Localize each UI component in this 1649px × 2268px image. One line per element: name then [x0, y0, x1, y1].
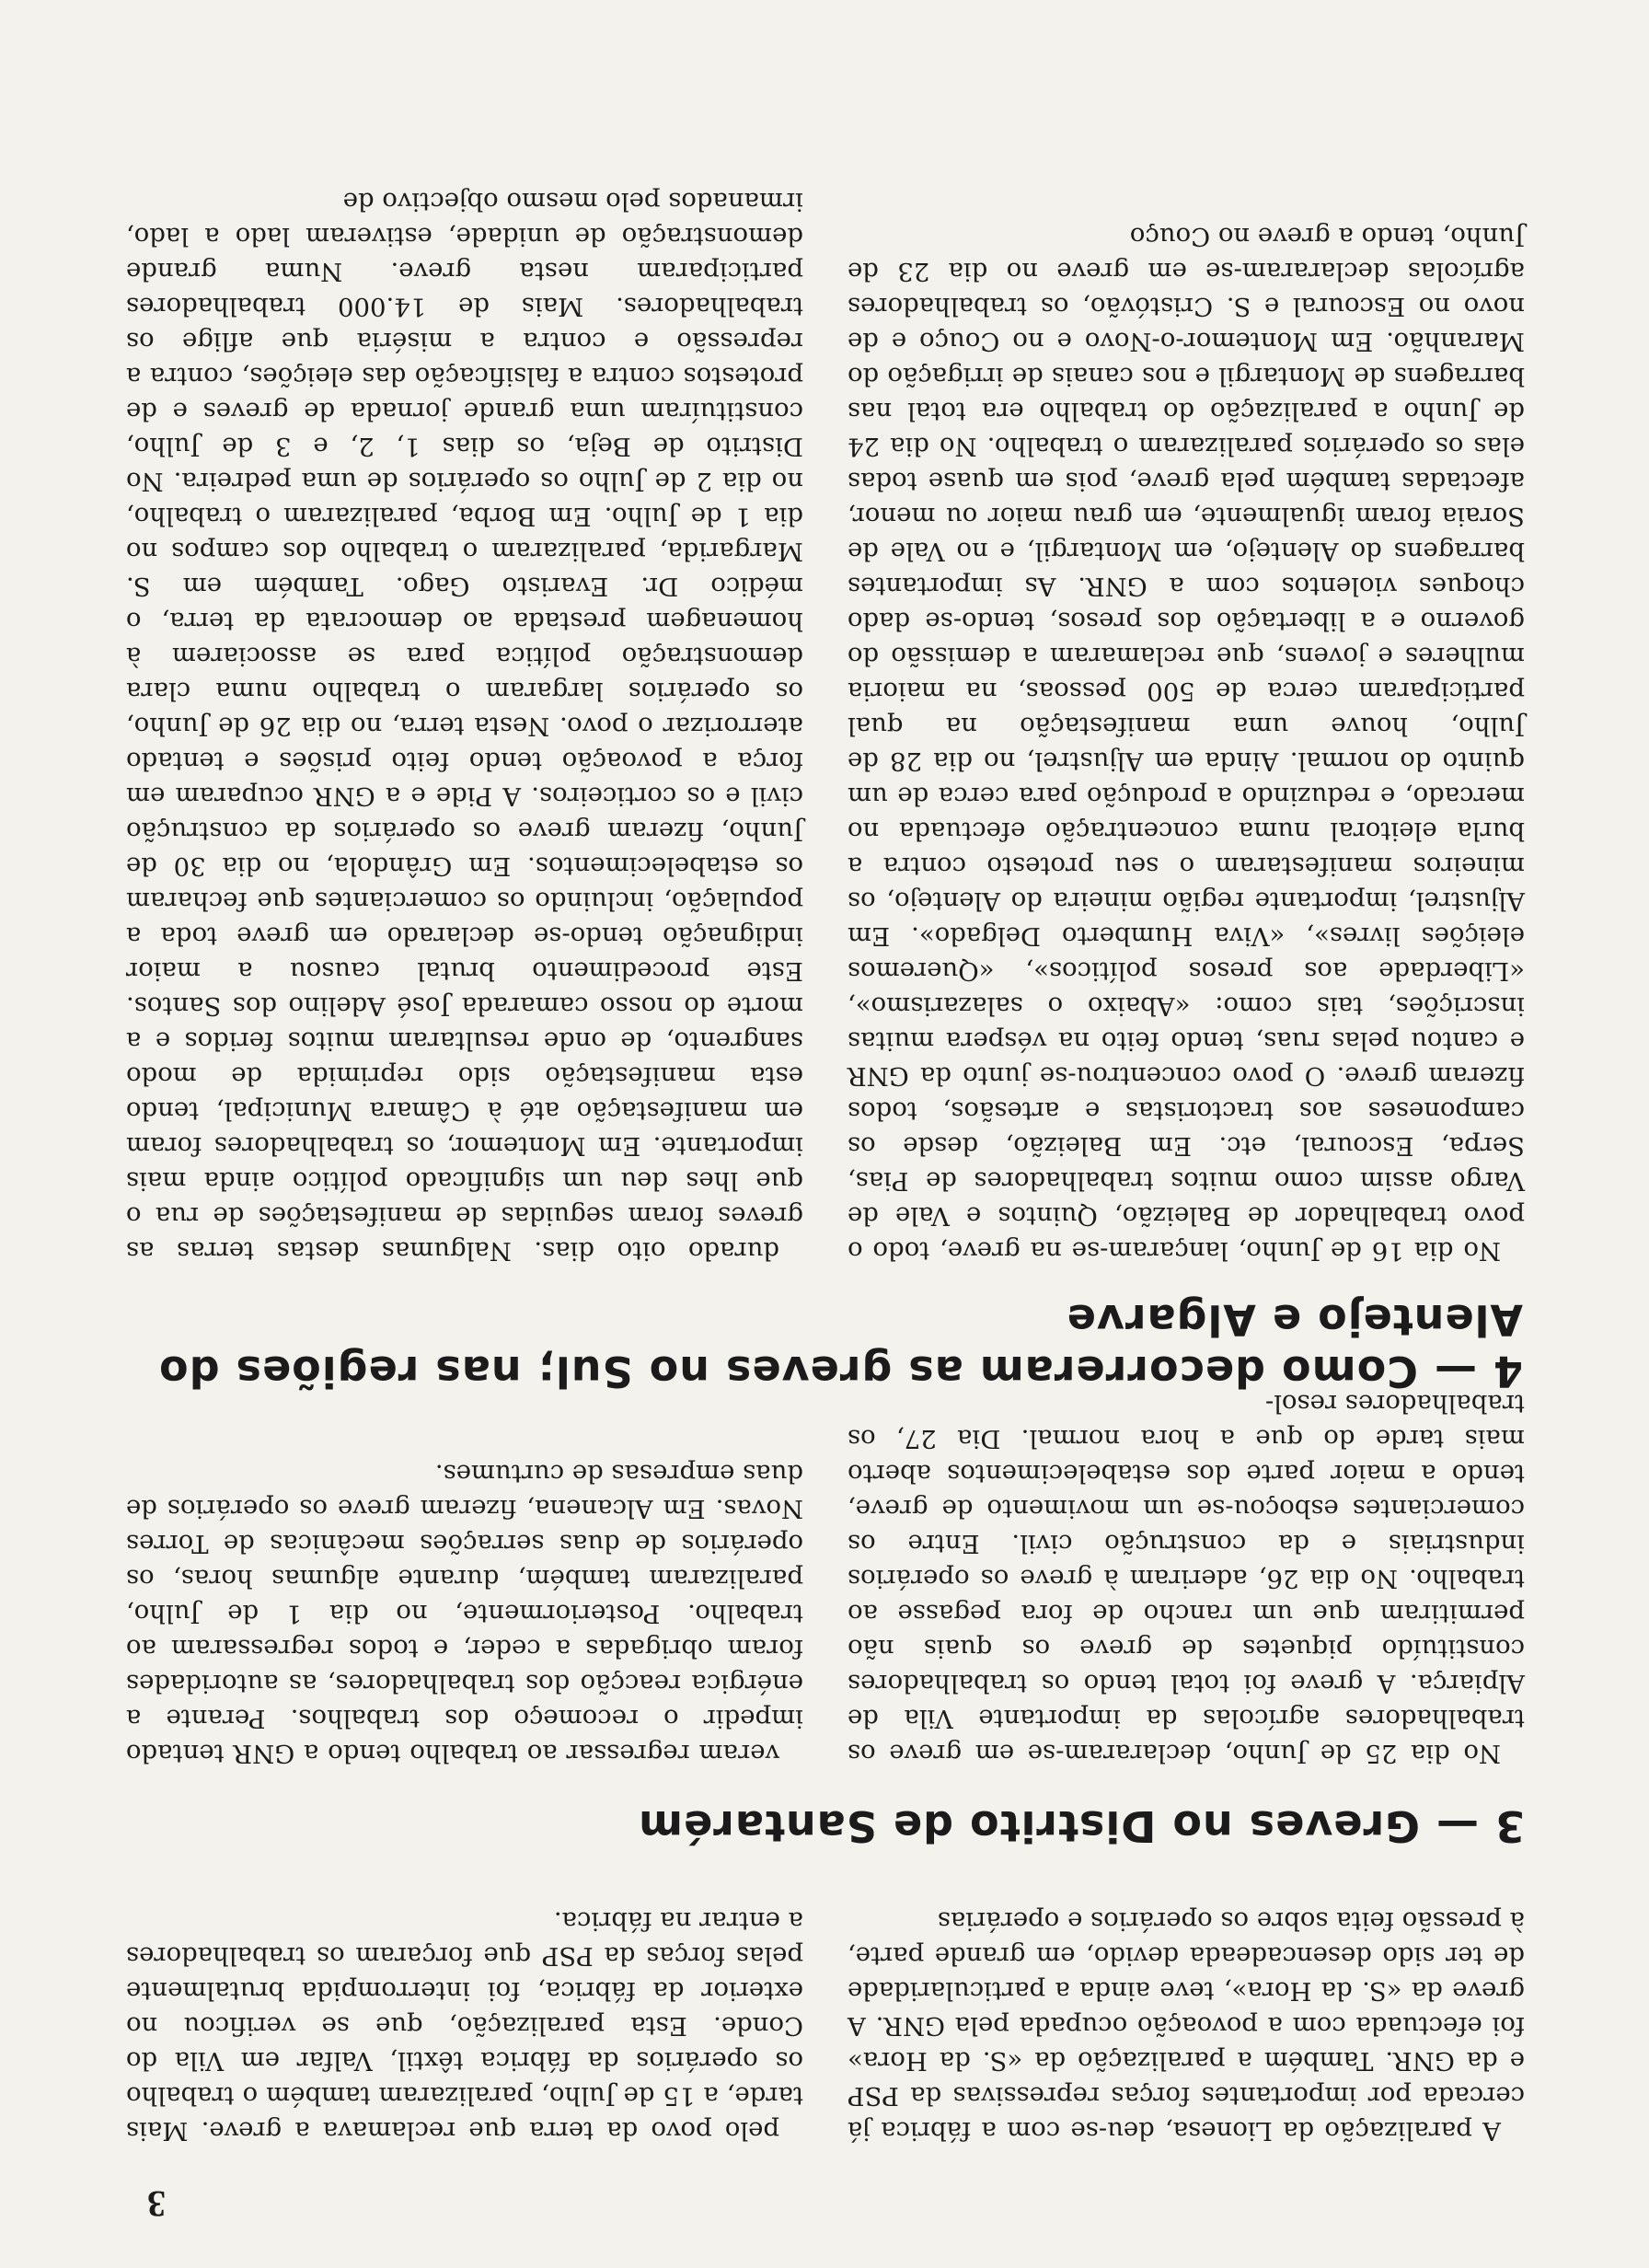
paragraph: veram regressar ao trabalho tendo a GNR tentado impedir o recomeço dos trabalhos. Perante a enérgica reacção dos trabalhadores, as autoridades foram obrigadas a ceder, e todos regressaram ao trabalho. Posteriormente, no dia 1 de Julho, paralizaram também, durante algumas horas, os operários de duas serrações mecânicas de Torres Novas. Em Alcanena, fizeram greve os operários de duas empresas de curtumes. — [126, 1459, 803, 1768]
section-3-right-column — [126, 184, 803, 1268]
section-1 — [126, 1904, 1525, 2148]
section-3-left-column — [848, 184, 1525, 1268]
section-2-right-column — [126, 1386, 803, 1771]
section-2 — [126, 1386, 1525, 1771]
paragraph: No dia 25 de Junho, declararam-se em greve os trabalhadores agrícolas da importante Vila de Alpiarça. A greve foi total tendo os trabalhadores constituído piquetes de greve os quais não permitiram que um rancho de fora pegasse ao trabalho. No dia 26, aderiram à greve os operários industriais e da construção civil. Entre os comerciantes esboçou-se um movimento de greve, tendo a maior parte dos estabelecimentos aberto mais tarde do que a hora normal. Dia 27, os trabalhadores resol- — [848, 1389, 1525, 1768]
section-1-right-column — [126, 1904, 803, 2148]
paragraph: No dia 16 de Junho, lançaram-se na greve, todo o povo trabalhador de Baleizão, Quintos e Vale de Vargo assim como muitos trabalhadores de Pias, Serpa, Escoural, etc. Em Baleizão, desde os camponeses aos tractoristas e artesãos, todos fizeram greve. O povo concentrou-se junto da GNR e cantou pelas ruas, tendo feito na véspera muitas inscrições, tais como: «Abaixo o salazarismo», «Liberdade aos presos políticos», «Queremos eleições livres», «Viva Humberto Delgado». Em Aljustrel, importante região mineira do Alentejo, os mineiros manifestaram o seu protesto contra a burla eleitoral numa concentração efectuada no mercado, e reduzindo a produção para cerca de um quinto do normal. Ainda em Aljustrel, no dia 28 de Julho, houve uma manifestação na qual participaram cerca de 500 pessoas, na maioria mulheres e jovens, que reclamaram a demissão do governo e a libertação dos presos, tendo-se dado choques violentos com a GNR. As importantes barragens do Alentejo, em Montargil, e no Vale de Soraia foram igualmente, em grau maior ou menor, afectadas também pela greve, pois em quase todas elas os operários paralizaram o trabalho. No dia 24 de Junho a paralização do trabalho era total nas barragens de Montargil e nos canais de irrigação do Maranhão. Em Montemor-o-Novo e no Couço e de novo no Escoural e S. Cristóvão, os trabalhadores agrícolas declararam-se em greve no dia 23 de Junho, tendo a greve no Couço — [848, 222, 1525, 1266]
section-3 — [126, 184, 1525, 1268]
section-2-left-column — [848, 1386, 1525, 1771]
paragraph: durado oito dias. Nalgumas destas terras as greves foram seguidas de manifestações de rua o que lhes deu um significado político ainda mais importante. Em Montemor, os trabalhadores foram em manifestação até à Câmara Municipal, tendo esta manifestação sido reprimida de modo sangrento, de onde resultaram muitos feridos e a morte do nosso camarada José Adelino dos Santos. Este procedimento brutal causou a maior indignação tendo-se declarado em greve toda a população, incluindo os comerciantes que fecharam os estabelecimentos. Em Grândola, no dia 30 de Junho, fizeram greve os operários da construção civil e os corticeiros. A Pide e a GNR ocuparam em força a povoação tendo feito prisões e tentado aterrorizar o povo. Nesta terra, no dia 26 de Junho, os operários largaram o trabalho numa clara demonstração política para se associarem à homenagem prestada ao democrata da terra, o médico Dr. Evaristo Gago. Também em S. Margarida, paralizaram o trabalho dos campos no dia 1 de Julho. Em Borba, paralizaram o trabalho, no dia 2 de Julho os operários de uma pedreira. No Distrito de Beja, os dias 1, 2, e 3 de Julho, constituíram uma grande jornada de greves e de protestos contra a falsificação das eleições, contra a repressão e contra a miséria que aflige os trabalhadores. Mais de 14.000 trabalhadores participaram nesta greve. Numa grande demonstração de unidade, estiveram lado a lado, irmanados pelo mesmo objectivo de — [126, 187, 803, 1266]
paragraph: A paralização da Lionesa, deu-se com a fábrica já cercada por importantes forças repressivas da PSP e da GNR. Também a paralização da «S. da Hora» foi efectuada com a povoação ocupada pela GNR. A greve da «S. da Hora», teve ainda a particularidade de ter sido desencadeada devido, em grande parte, à pressão feita sobre os operários e operárias — [848, 1906, 1525, 2146]
paragraph: pelo povo da terra que reclamava a greve. Mais tarde, a 15 de Julho, paralizaram também o trabalho os operários da fábrica têxtil, Valfar em Vila do Conde. Esta paralização, que se verificou no exterior da fábrica, foi interrompida brutalmente pelas forças da PSP que forçaram os trabalhadores a entrar na fábrica. — [126, 1906, 803, 2146]
page-number: 3 — [147, 2183, 166, 2225]
section-1-left-column — [848, 1904, 1525, 2148]
section-heading: 3 — Greves no Distrito de Santarém — [638, 1801, 1525, 1851]
section-heading: 4 — Como decorreram as greves no Sul; nas regiões do Alentejo e Algarve — [158, 1295, 1523, 1396]
